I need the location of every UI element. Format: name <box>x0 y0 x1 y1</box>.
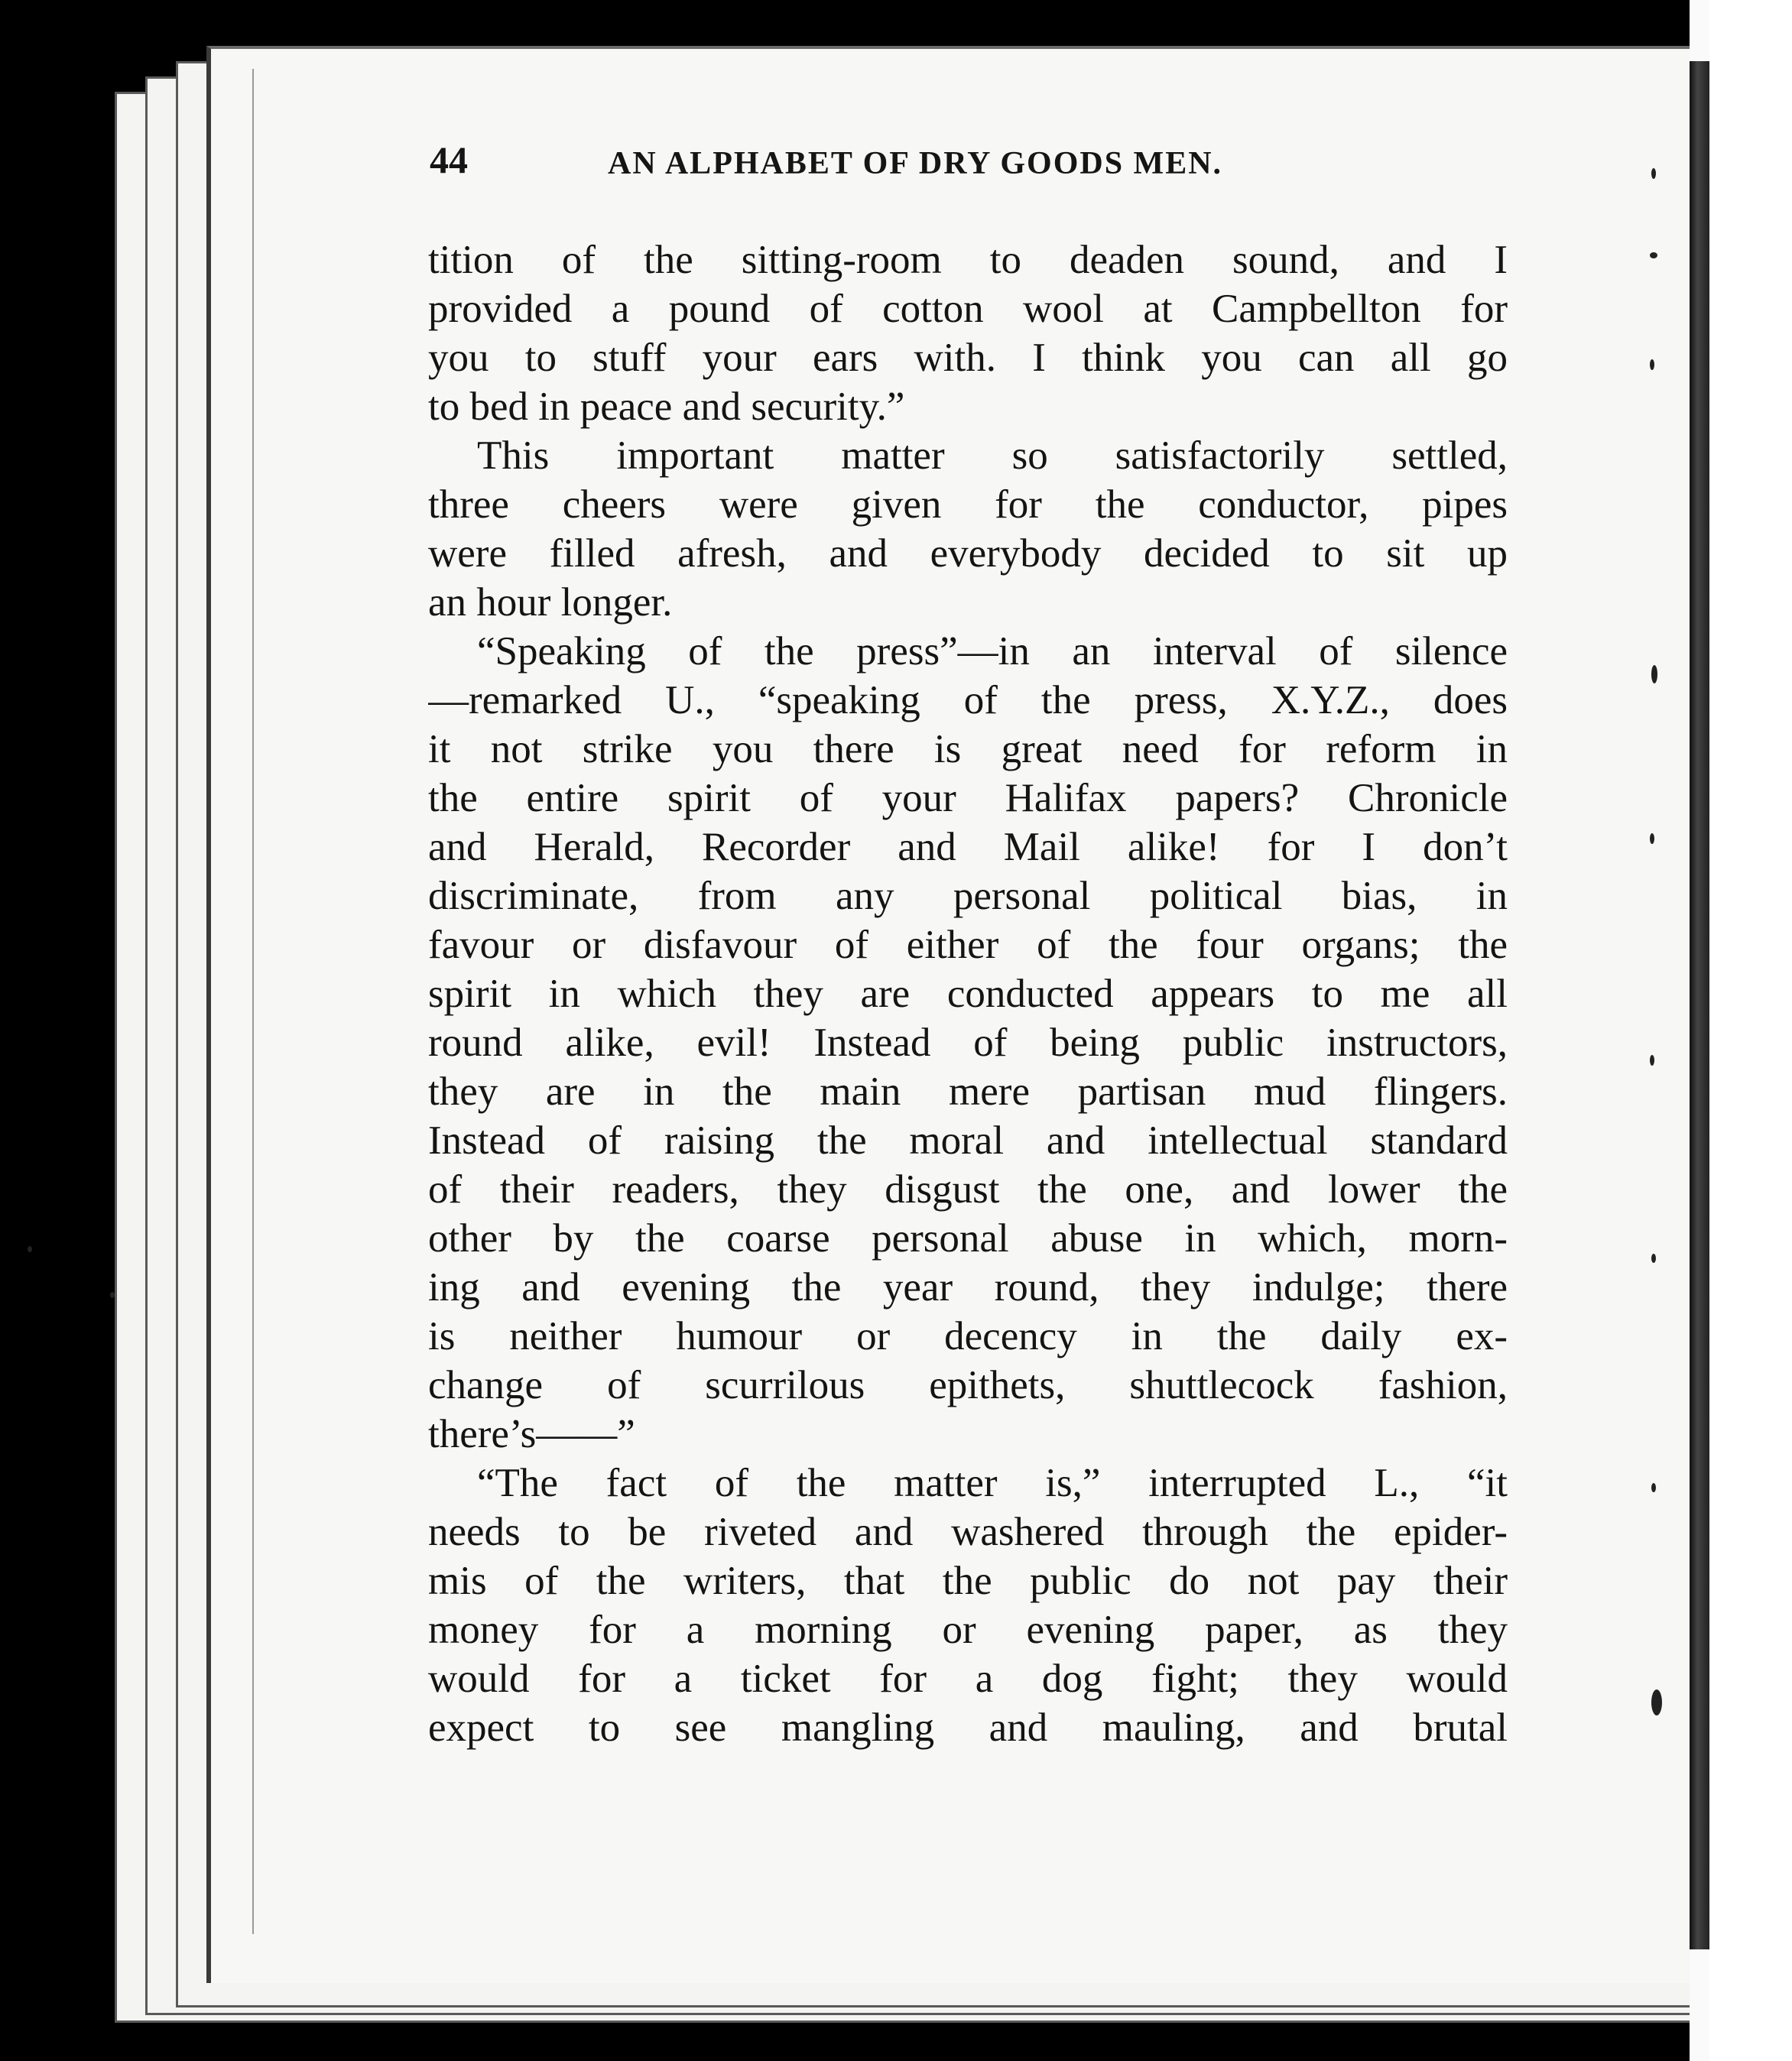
scan-speck <box>1650 833 1654 844</box>
text-line: needs to be riveted and washered through the epider- <box>428 1510 1508 1554</box>
scan-speck <box>1651 665 1657 683</box>
text-line: mis of the writers, that the public do not pay their <box>428 1559 1508 1603</box>
text-line: change of scurrilous epithets, shuttlecock fashion, <box>428 1363 1508 1407</box>
scan-speck <box>1651 1254 1656 1263</box>
text-line: tition of the sitting-room to deaden sound, and I <box>428 238 1508 282</box>
scan-speck <box>28 1246 32 1252</box>
text-line: Instead of raising the moral and intellectual standard <box>428 1118 1508 1163</box>
body-text <box>428 235 1508 1752</box>
text-line: there’s——” <box>428 1412 635 1456</box>
scan-speck <box>1650 359 1654 370</box>
text-line: provided a pound of cotton wool at Campbellton for <box>428 287 1508 331</box>
text-line: is neither humour or decency in the daily ex- <box>428 1314 1508 1358</box>
scan-speck <box>1650 252 1657 258</box>
scan-speck <box>1651 1483 1656 1492</box>
text-line: an hour longer. <box>428 580 673 625</box>
text-line: other by the coarse personal abuse in which, morn- <box>428 1216 1508 1261</box>
scan-speck <box>1651 1689 1662 1715</box>
text-line: three cheers were given for the conductor, pipes <box>428 482 1508 527</box>
text-line: would for a ticket for a dog fight; they would <box>428 1657 1508 1701</box>
text-line: round alike, evil! Instead of being public instructors, <box>428 1021 1508 1065</box>
text-line: This important matter so satisfactorily settled, <box>477 433 1508 478</box>
text-line: “The fact of the matter is,” interrupted L., “it <box>477 1461 1508 1505</box>
text-line: —remarked U., “speaking of the press, X.Y.Z., does <box>428 678 1508 722</box>
text-line: favour or disfavour of either of the four organs; the <box>428 923 1508 967</box>
text-line: discriminate, from any personal political bias, in <box>428 874 1508 918</box>
page-margin-rule <box>252 69 254 1934</box>
text-line: they are in the main mere partisan mud flingers. <box>428 1069 1508 1114</box>
book-gutter <box>1690 61 1709 1949</box>
text-line: ing and evening the year round, they indulge; there <box>428 1265 1508 1310</box>
text-line: you to stuff your ears with. I think you can all go <box>428 336 1508 380</box>
scan-speck <box>1651 168 1656 179</box>
text-line: the entire spirit of your Halifax papers? Chronicle <box>428 776 1508 820</box>
text-line: to bed in peace and security.” <box>428 385 905 429</box>
text-line: money for a morning or evening paper, as they <box>428 1608 1508 1652</box>
text-line: spirit in which they are conducted appears to me all <box>428 972 1508 1016</box>
text-line: of their readers, they disgust the one, and lower the <box>428 1167 1508 1212</box>
scan-speck <box>110 1292 115 1298</box>
text-line: expect to see mangling and mauling, and brutal <box>428 1706 1508 1750</box>
facing-page-strip <box>1709 0 1792 2061</box>
text-line: and Herald, Recorder and Mail alike! for I don’t <box>428 825 1508 869</box>
running-title: AN ALPHABET OF DRY GOODS MEN. <box>608 146 1223 181</box>
scan-speck <box>1650 1055 1654 1066</box>
page-number: 44 <box>430 138 468 181</box>
text-line: it not strike you there is great need for reform in <box>428 727 1508 771</box>
text-line: “Speaking of the press”—in an interval of silence <box>477 629 1508 673</box>
text-line: were filled afresh, and everybody decided to sit up <box>428 531 1508 576</box>
